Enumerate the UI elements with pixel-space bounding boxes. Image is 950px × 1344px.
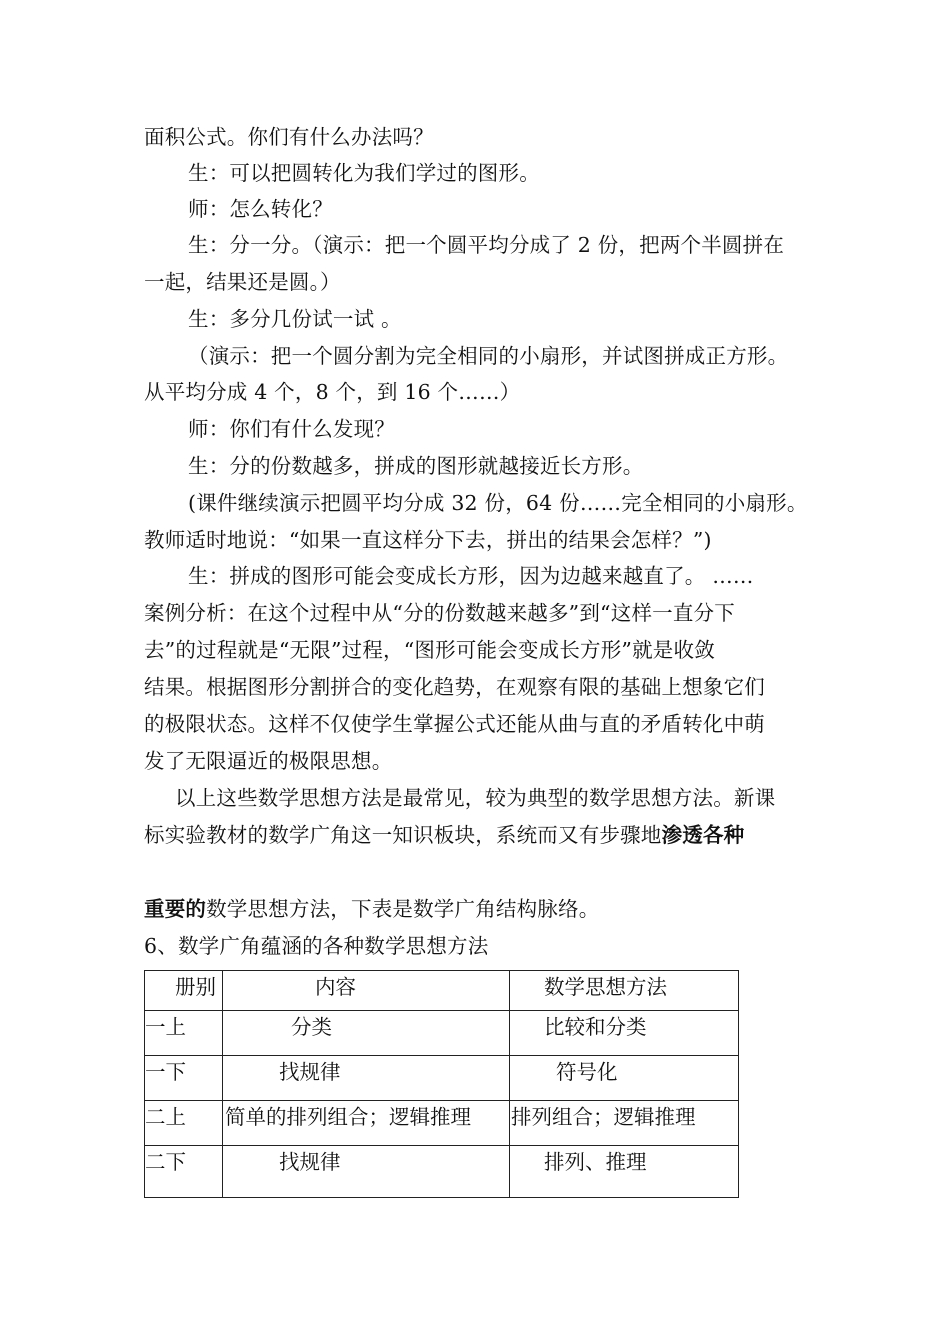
table-cell: 一下 (145, 1056, 223, 1101)
paragraph-line: 面积公式。你们有什么办法吗？ (144, 125, 434, 149)
paragraph-line: 师：你们有什么发现？ (188, 417, 395, 441)
table-cell: 找规律 (223, 1146, 510, 1198)
table-row (145, 1056, 739, 1101)
table-cell: 二上 (145, 1101, 223, 1146)
table-cell: 找规律 (223, 1056, 510, 1101)
paragraph-line: 生：可以把圆转化为我们学过的图形。 (188, 161, 540, 185)
paragraph-line: 生：分的份数越多，拼成的图形就越接近长方形。 (188, 454, 644, 478)
paragraph-line: 的极限状态。这样不仅使学生掌握公式还能从曲与直的矛盾转化中萌 (144, 712, 765, 736)
paragraph-line: 案例分析：在这个过程中从“分的份数越来越多”到“这样一直分下 (144, 601, 735, 625)
table-row (145, 1146, 739, 1198)
table-cell: 排列组合；逻辑推理 (510, 1101, 739, 1146)
paragraph-line: 师：怎么转化？ (188, 197, 333, 221)
text-run: 标实验教材的数学广角这一知识板块，系统而又有步骤地 (144, 823, 662, 847)
paragraph-line: 生：拼成的图形可能会变成长方形，因为边越来越直了。 …… (188, 564, 754, 588)
paragraph-line: 发了无限逼近的极限思想。 (144, 749, 393, 773)
table-cell: 一上 (145, 1011, 223, 1056)
table-cell: 排列、推理 (510, 1146, 739, 1198)
paragraph-line: 一起，结果还是圆。） (144, 270, 341, 294)
text-run: 数学思想方法，下表是数学广角结构脉络。 (206, 897, 600, 921)
section-heading: 6、数学广角蕴涵的各种数学思想方法 (144, 934, 489, 958)
paragraph-line: 生：多分几份试一试 。 (188, 307, 402, 331)
table-cell: 分类 (223, 1011, 510, 1056)
table-row (145, 1101, 739, 1146)
table-cell: 简单的排列组合；逻辑推理 (223, 1101, 510, 1146)
bold-text-run: 渗透各种 (661, 823, 745, 847)
table-header-row (145, 971, 739, 1011)
table-row (145, 1011, 739, 1056)
paragraph-line: 从平均分成 4 个，8 个，到 16 个……） (144, 380, 521, 404)
bold-text-run: 重要的 (144, 897, 207, 921)
table-cell: 符号化 (510, 1056, 739, 1101)
header-cell: 册别 (145, 971, 223, 1011)
math-thinking-table (144, 970, 739, 1198)
table-cell: 二下 (145, 1146, 223, 1198)
paragraph-line (144, 895, 599, 923)
table-cell: 比较和分类 (510, 1011, 739, 1056)
paragraph-line: （演示：把一个圆分割为完全相同的小扇形，并试图拼成正方形。 (188, 344, 789, 368)
paragraph-line: 生：分一分。（演示：把一个圆平均分成了 2 份，把两个半圆拼在 (188, 233, 785, 257)
paragraph-line: 去”的过程就是“无限”过程，“图形可能会变成长方形”就是收敛 (144, 638, 715, 662)
paragraph-line (144, 821, 744, 849)
paragraph-line: 结果。根据图形分割拼合的变化趋势，在观察有限的基础上想象它们 (144, 675, 765, 699)
header-cell: 内容 (223, 971, 510, 1011)
paragraph-line: (课件继续演示把圆平均分成 32 份，64 份……完全相同的小扇形。 (188, 491, 808, 515)
header-cell: 数学思想方法 (510, 971, 739, 1011)
paragraph-line: 以上这些数学思想方法是最常见，较为典型的数学思想方法。新课 (175, 786, 776, 810)
paragraph-line: 教师适时地说：“如果一直这样分下去，拼出的结果会怎样？”) (144, 528, 712, 552)
